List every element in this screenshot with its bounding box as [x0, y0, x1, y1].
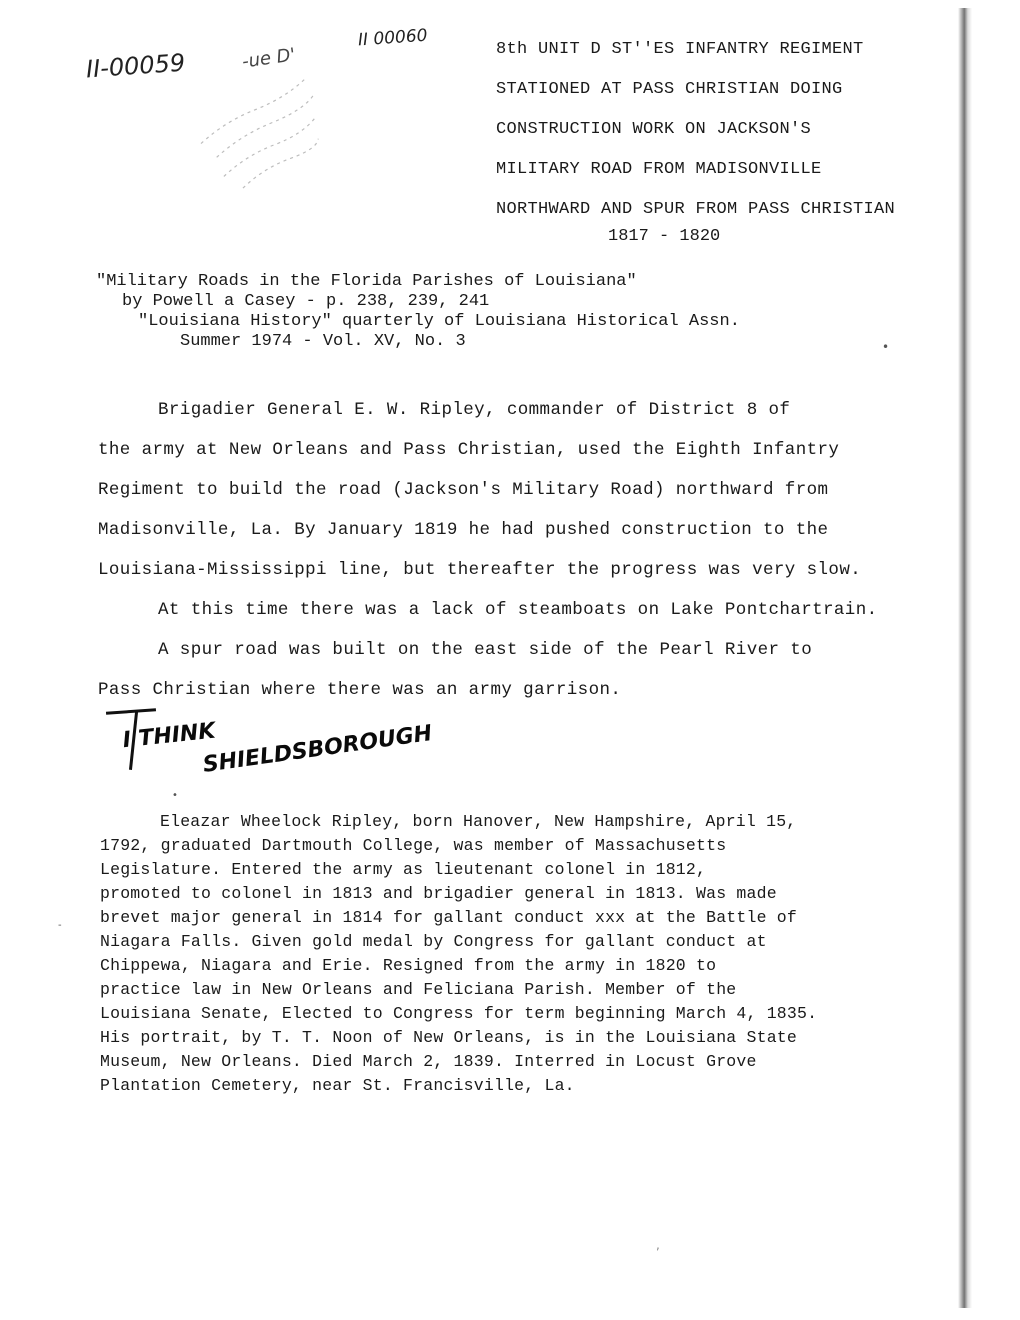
- document-title: [496, 30, 895, 230]
- biography-line: Museum, New Orleans. Died March 2, 1839. Interred in Locust Grove: [100, 1052, 757, 1071]
- title-line: STATIONED AT PASS CHRISTIAN DOING: [496, 80, 843, 99]
- title-line: NORTHWARD AND SPUR FROM PASS CHRISTIAN: [496, 200, 896, 219]
- biography-line: Chippewa, Niagara and Erie. Resigned from the army in 1820 to: [100, 956, 717, 975]
- archive-id-left: II-00059: [85, 48, 187, 84]
- citation-line: by Powell a Casey - p. 238, 239, 241: [122, 292, 490, 311]
- title-line: CONSTRUCTION WORK ON JACKSON'S: [496, 120, 812, 139]
- biography-line: promoted to colonel in 1813 and brigadier general in 1813. Was made: [100, 884, 777, 903]
- citation-line: Summer 1974 - Vol. XV, No. 3: [180, 332, 466, 351]
- biography-line: His portrait, by T. T. Noon of New Orleans, is in the Louisiana State: [100, 1028, 798, 1047]
- scan-edge-shadow: [958, 8, 972, 1308]
- title-line: 8th UNIT D ST''ES INFANTRY REGIMENT: [496, 40, 864, 59]
- biography-line: practice law in New Orleans and Feliciana Parish. Member of the: [100, 980, 737, 999]
- paragraph-line: A spur road was built on the east side of the Pearl River to: [158, 640, 813, 660]
- main-paragraph: [98, 390, 948, 710]
- handwritten-note-line: SHIELDSBOROUGH: [201, 721, 434, 778]
- biography-line: Eleazar Wheelock Ripley, born Hanover, New Hampshire, April 15,: [160, 812, 797, 831]
- biography-line: brevet major general in 1814 for gallant conduct xxx at the Battle of: [100, 908, 798, 927]
- paragraph-line: At this time there was a lack of steamboats on Lake Pontchartrain.: [158, 600, 878, 620]
- paragraph-line: the army at New Orleans and Pass Christian, used the Eighth Infantry: [98, 440, 840, 460]
- stray-mark: -: [58, 920, 62, 931]
- citation-line: "Louisiana History" quarterly of Louisiana Historical Assn.: [138, 312, 740, 331]
- faded-stamp-graphic: [187, 62, 353, 213]
- archive-id-right: II 00060: [357, 25, 429, 51]
- archive-id-separator: -ue D': [240, 44, 297, 73]
- paragraph-line: Louisiana-Mississippi line, but thereafter the progress was very slow.: [98, 560, 862, 580]
- paragraph-line: Madisonville, La. By January 1819 he had pushed construction to the: [98, 520, 829, 540]
- handwritten-note: [121, 712, 434, 778]
- biography-line: 1792, graduated Dartmouth College, was member of Massachusetts: [100, 836, 727, 855]
- paragraph-line: Pass Christian where there was an army garrison.: [98, 680, 622, 700]
- faded-stamp: [187, 62, 353, 213]
- citation-line: "Military Roads in the Florida Parishes of Louisiana": [96, 272, 637, 291]
- paragraph-line: Brigadier General E. W. Ripley, commander of District 8 of: [158, 400, 791, 420]
- biography-paragraph: [100, 810, 960, 1098]
- biography-line: Niagara Falls. Given gold medal by Congress for gallant conduct at: [100, 932, 767, 951]
- source-citation: [96, 272, 740, 352]
- title-line: MILITARY ROAD FROM MADISONVILLE: [496, 160, 822, 179]
- biography-line: Louisiana Senate, Elected to Congress for term beginning March 4, 1835.: [100, 1004, 818, 1023]
- title-dates: 1817 - 1820: [608, 227, 721, 246]
- paragraph-line: Regiment to build the road (Jackson's Military Road) northward from: [98, 480, 829, 500]
- stray-mark: ,: [656, 1238, 660, 1252]
- stray-mark: •: [882, 340, 890, 354]
- biography-line: Plantation Cemetery, near St. Francisville, La.: [100, 1076, 575, 1095]
- biography-line: Legislature. Entered the army as lieutenant colonel in 1812,: [100, 860, 707, 879]
- stray-mark: •: [172, 790, 178, 801]
- handwritten-note-line: I THINK: [121, 718, 217, 754]
